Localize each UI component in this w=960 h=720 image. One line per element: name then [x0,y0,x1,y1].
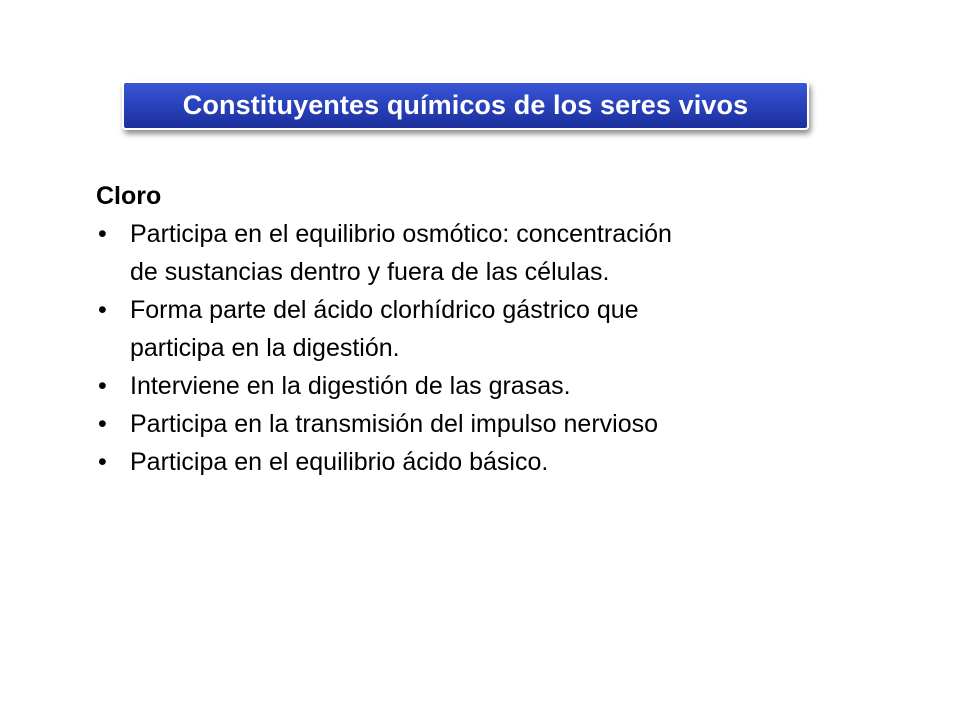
bullet-line: Participa en el equilibrio osmótico: concentración [130,220,672,248]
bullet-icon: • [98,410,107,438]
bullet-item [96,215,856,291]
bullet-line: Forma parte del ácido clorhídrico gástrico que [130,296,639,324]
bullet-icon: • [98,220,107,248]
content-area [96,177,856,481]
bullet-line: Participa en la transmisión del impulso nervioso [130,410,659,438]
bullet-list [96,215,856,481]
bullet-line: Interviene en la digestión de las grasas. [130,372,571,400]
bullet-icon: • [98,372,107,400]
bullet-item [96,291,856,367]
title-banner [122,81,809,130]
section-heading: Cloro [96,182,162,210]
bullet-item [96,443,856,481]
bullet-line: Participa en el equilibrio ácido básico. [130,448,549,476]
bullet-icon: • [98,296,107,324]
bullet-icon: • [98,448,107,476]
bullet-line: de sustancias dentro y fuera de las células. [130,258,610,286]
bullet-line: participa en la digestión. [130,334,400,362]
bullet-item [96,367,856,405]
slide-title: Constituyentes químicos de los seres vivos [182,90,749,120]
bullet-item [96,405,856,443]
